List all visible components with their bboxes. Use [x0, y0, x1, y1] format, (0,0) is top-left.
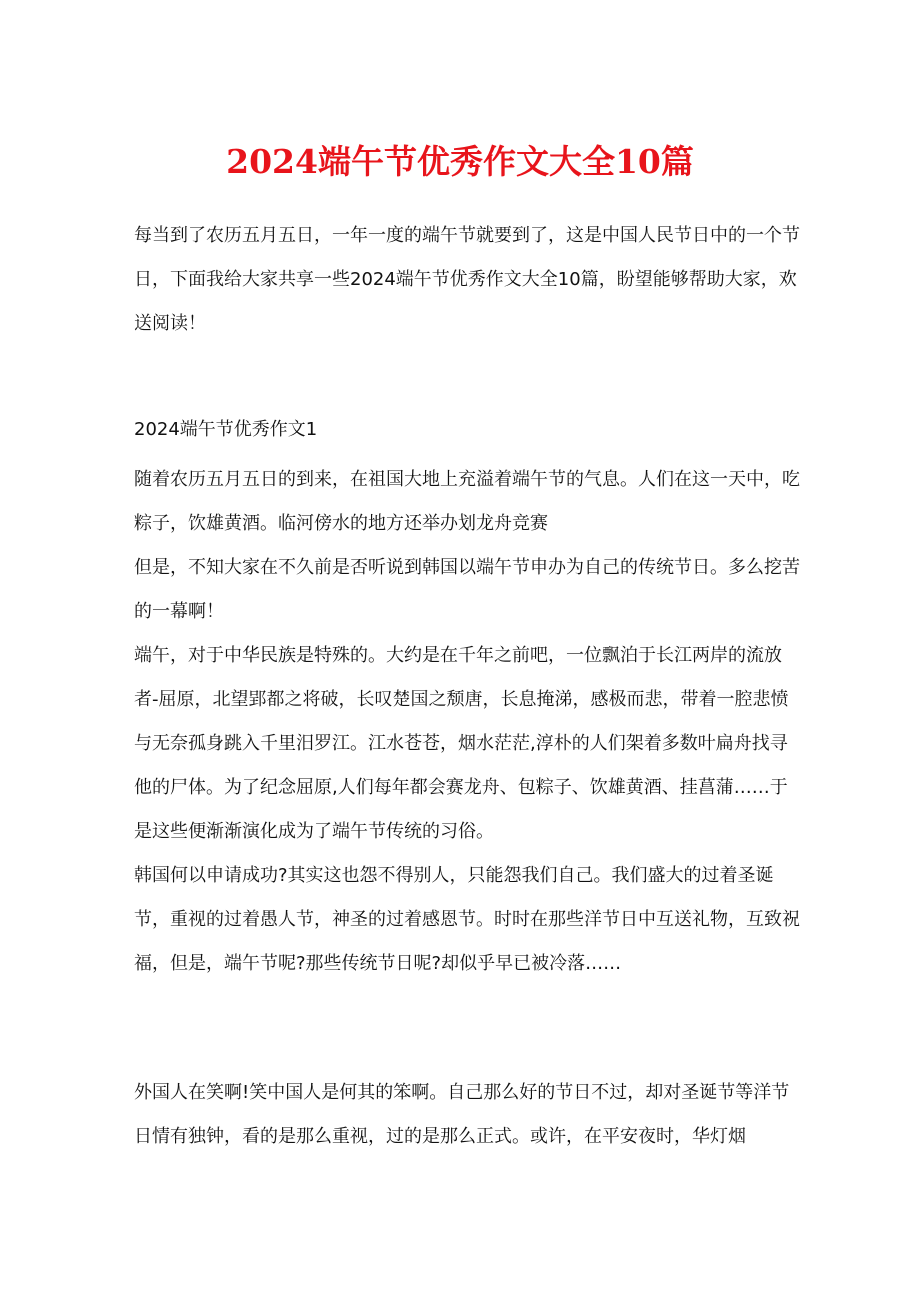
- paragraph-2: 但是，不知大家在不久前是否听说到韩国以端午节申办为自己的传统节日。多么挖苦的一幕啊！: [134, 557, 800, 622]
- paragraph-3: 端午，对于中华民族是特殊的。大约是在千年之前吧，一位飘泊于长江两岸的流放者-屈原，北望郢都之将破，长叹楚国之颓唐，长息掩涕，感极而悲，带着一腔悲愤与无奈孤身跳入千里汨罗江。江水苍苍，烟水茫茫,淳朴的人们架着多数叶扁舟找寻他的尸体。为了纪念屈原,人们每年都会赛龙舟、包粽子、饮雄黄酒、挂菖蒲……于是这些便渐渐演化成为了端午节传统的习俗。: [134, 645, 789, 842]
- paragraph-5: 外国人在笑啊!笑中国人是何其的笨啊。自己那么好的节日不过，却对圣诞节等洋节日情有独钟，看的是那么重视，过的是那么正式。或许，在平安夜时，华灯烟: [134, 1082, 790, 1147]
- paragraph-1: 随着农历五月五日的到来，在祖国大地上充溢着端午节的气息。人们在这一天中，吃粽子，饮雄黄酒。临河傍水的地方还举办划龙舟竞赛: [134, 469, 800, 534]
- section-heading: 2024端午节优秀作文1: [134, 419, 318, 440]
- document-title: 2024端午节优秀作文大全10篇: [226, 142, 694, 181]
- paragraph-4: 韩国何以申请成功?其实这也怨不得别人，只能怨我们自己。我们盛大的过着圣诞节，重视的过着愚人节，神圣的过着感恩节。时时在那些洋节日中互送礼物，互致祝福，但是，端午节呢?那些传统节日呢?却似乎早已被冷落……: [134, 865, 800, 974]
- intro-paragraph: 每当到了农历五月五日，一年一度的端午节就要到了，这是中国人民节日中的一个节日，下面我给大家共享一些2024端午节优秀作文大全10篇，盼望能够帮助大家，欢送阅读！: [134, 225, 800, 334]
